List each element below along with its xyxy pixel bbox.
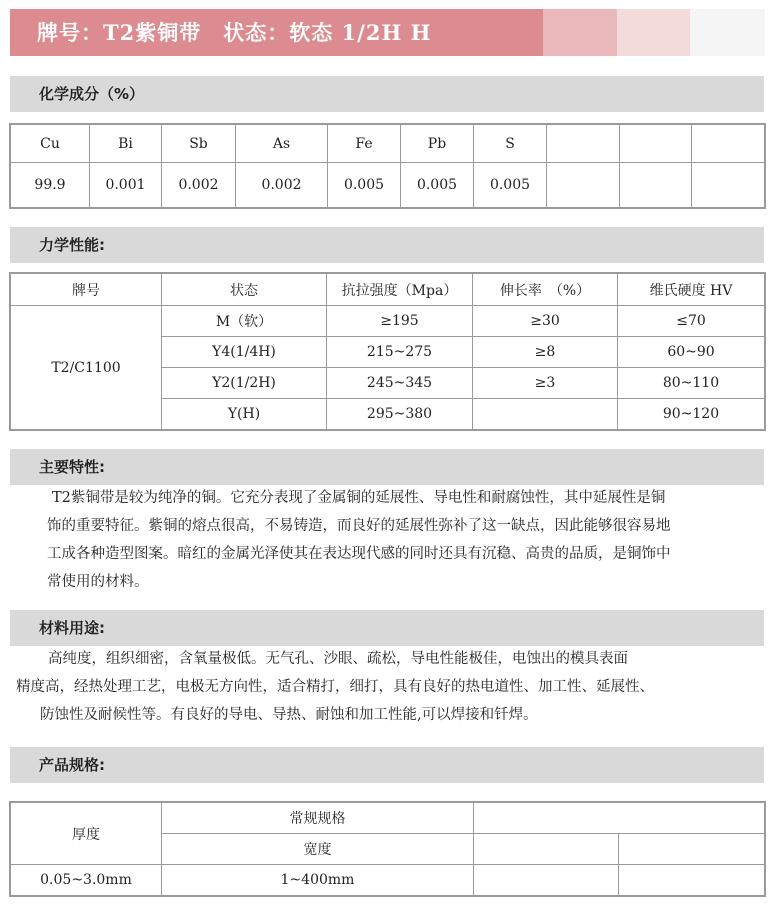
mechanical-table [10, 273, 765, 430]
elongation-cell: ≥30 [473, 306, 618, 337]
value-cell: 0.002 [236, 163, 328, 208]
element-cell: Pb [401, 125, 474, 163]
empty-cell [692, 163, 765, 208]
hardness-cell: 90~120 [618, 399, 765, 430]
state-cell: M（软） [162, 306, 327, 337]
state-cell: Y(H) [162, 399, 327, 430]
hardness-cell: ≤70 [618, 306, 765, 337]
hardness-cell: 80~110 [618, 368, 765, 399]
mechanical-header-row [11, 274, 765, 306]
element-cell: Cu [11, 125, 90, 163]
tensile-cell: 245~345 [327, 368, 473, 399]
features-line: T2紫铜带是较为纯净的铜。它充分表现了金属铜的延展性、导电性和耐腐蚀性，其中延展性是铜 [52, 490, 666, 506]
chemistry-value-row [11, 163, 765, 208]
specs-row [11, 803, 765, 834]
value-cell: 99.9 [11, 163, 90, 208]
specs-row [11, 865, 765, 896]
mechanical-heading: 力学性能: [39, 236, 105, 254]
state-cell: Y2(1/2H) [162, 368, 327, 399]
chemistry-heading: 化学成分（%） [39, 85, 145, 103]
mechanical-row [11, 306, 765, 337]
hardness-cell: 60~90 [618, 337, 765, 368]
specs-table [10, 802, 765, 896]
title-bg-fade-3 [690, 9, 765, 56]
title-bg-fade-2 [617, 9, 690, 56]
section-header-uses [10, 610, 764, 646]
chemistry-element-row [11, 125, 765, 163]
empty-cell [620, 163, 692, 208]
element-cell: As [236, 125, 328, 163]
title-bg-fade-1 [543, 9, 617, 56]
regular-spec-label-cell: 常规规格 [162, 803, 474, 834]
features-line: 常使用的材料。 [47, 574, 149, 590]
chemistry-table [10, 124, 765, 208]
width-label-cell: 宽度 [162, 834, 474, 865]
header-cell-tensile: 抗拉强度（Mpa） [327, 274, 473, 306]
uses-line: 精度高，经热处理工艺，电极无方向性，适合精打，细打，具有良好的热电道性、加工性、延展性、 [16, 679, 654, 695]
elongation-cell: ≥8 [473, 337, 618, 368]
empty-cell [547, 125, 620, 163]
empty-cell [474, 803, 765, 834]
empty-cell [692, 125, 765, 163]
tensile-cell: 295~380 [327, 399, 473, 430]
state-cell: Y4(1/4H) [162, 337, 327, 368]
empty-cell [474, 834, 619, 865]
thickness-value-cell: 0.05~3.0mm [11, 865, 162, 896]
tensile-cell: ≥195 [327, 306, 473, 337]
section-header-features [10, 449, 764, 485]
element-cell: S [474, 125, 547, 163]
element-cell: Sb [162, 125, 236, 163]
header-cell-hardness: 维氏硬度 HV [618, 274, 765, 306]
elongation-cell: ≥3 [473, 368, 618, 399]
section-header-mechanical [10, 227, 764, 263]
value-cell: 0.005 [474, 163, 547, 208]
uses-line: 高纯度，组织细密，含氧量极低。无气孔、沙眼、疏松，导电性能极佳，电蚀出的模具表面 [48, 651, 628, 667]
grade-cell: T2/C1100 [11, 306, 162, 430]
header-cell-state: 状态 [162, 274, 327, 306]
empty-cell [547, 163, 620, 208]
section-header-chemistry [10, 76, 764, 112]
features-heading: 主要特性: [39, 458, 105, 476]
uses-heading: 材料用途: [39, 619, 105, 637]
features-line: 饰的重要特征。紫铜的熔点很高，不易铸造，而良好的延展性弥补了这一缺点，因此能够很容易地 [47, 518, 671, 534]
element-cell: Fe [328, 125, 401, 163]
page-title: 牌号：T2紫铜带 状态：软态 1/2H H [37, 20, 432, 45]
empty-cell [619, 834, 765, 865]
empty-cell [619, 865, 765, 896]
header-cell-grade: 牌号 [11, 274, 162, 306]
title-banner [10, 9, 765, 56]
tensile-cell: 215~275 [327, 337, 473, 368]
value-cell: 0.005 [401, 163, 474, 208]
width-value-cell: 1~400mm [162, 865, 474, 896]
value-cell: 0.002 [162, 163, 236, 208]
value-cell: 0.001 [90, 163, 162, 208]
section-header-specs [10, 747, 764, 783]
empty-cell [620, 125, 692, 163]
element-cell: Bi [90, 125, 162, 163]
header-cell-elongation: 伸长率 （%） [473, 274, 618, 306]
elongation-cell [473, 399, 618, 430]
features-line: 工成各种造型图案。暗红的金属光泽使其在表达现代感的同时还具有沉稳、高贵的品质，是铜饰中 [47, 546, 671, 562]
specs-heading: 产品规格: [39, 756, 105, 774]
value-cell: 0.005 [328, 163, 401, 208]
thickness-label-cell: 厚度 [11, 803, 162, 865]
uses-line: 防蚀性及耐候性等。有良好的导电、导热、耐蚀和加工性能,可以焊接和钎焊。 [40, 707, 538, 723]
empty-cell [474, 865, 619, 896]
